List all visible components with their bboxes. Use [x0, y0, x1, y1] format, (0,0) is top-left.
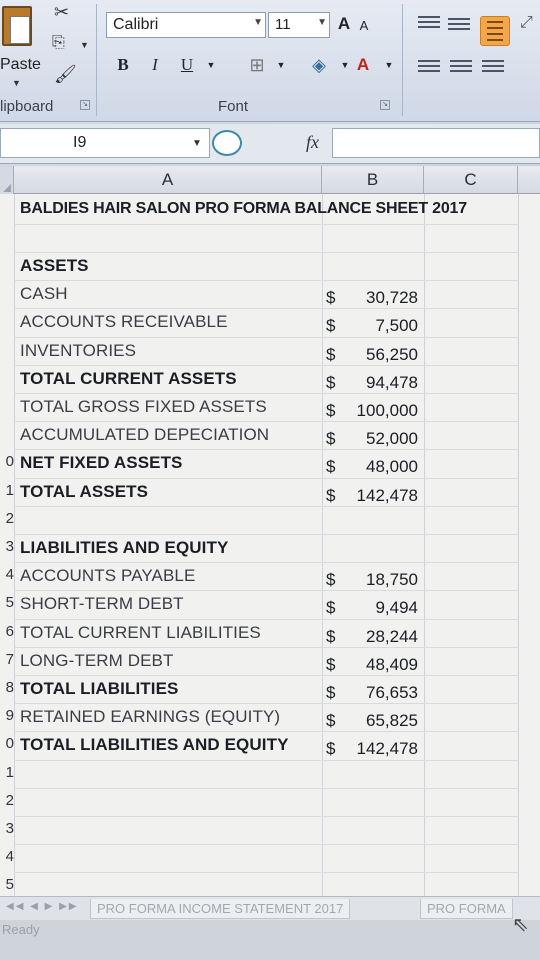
grid-line	[14, 590, 518, 591]
column-header-a[interactable]: A	[14, 166, 322, 194]
paste-button[interactable]	[0, 4, 40, 88]
grid-line	[14, 224, 518, 225]
status-text: Ready	[2, 922, 40, 937]
amount-value: 48,409	[366, 654, 418, 674]
align-middle-icon[interactable]	[448, 18, 470, 36]
grid-line	[14, 816, 518, 817]
status-bar	[0, 920, 540, 960]
cell-value[interactable]	[326, 486, 420, 506]
font-color-button[interactable]: A	[356, 55, 370, 74]
currency-symbol: $	[326, 654, 336, 674]
cell-label[interactable]: LIABILITIES AND EQUITY	[20, 538, 229, 557]
borders-dropdown-icon[interactable]: ▼	[276, 60, 286, 70]
cut-icon[interactable]: ✂	[54, 2, 70, 22]
currency-symbol: $	[326, 485, 336, 505]
cell-label[interactable]: TOTAL LIABILITIES AND EQUITY	[20, 735, 289, 755]
row-number[interactable]: 4	[5, 848, 14, 866]
amount-value: 7,500	[375, 316, 418, 336]
align-right-icon[interactable]	[482, 60, 504, 78]
cell-value[interactable]	[326, 570, 420, 590]
currency-symbol: $	[326, 372, 336, 392]
amount-value: 142,478	[356, 739, 418, 759]
grid-line	[14, 647, 518, 648]
grid-line	[14, 365, 518, 366]
cell-label[interactable]: LONG-TERM DEBT	[20, 650, 174, 670]
align-top-icon[interactable]	[418, 16, 440, 34]
grid-line	[14, 534, 518, 535]
row-number[interactable]: 8	[5, 679, 14, 696]
currency-symbol: $	[326, 457, 336, 477]
grid-line	[14, 844, 518, 845]
paste-label: Paste	[0, 56, 41, 73]
amount-value: 9,494	[375, 598, 418, 618]
row-number[interactable]: 1	[5, 481, 14, 499]
cell-value[interactable]	[326, 457, 420, 477]
row-number[interactable]: 5	[5, 876, 14, 894]
column-header-b[interactable]: B	[322, 166, 424, 194]
amount-value: 30,728	[366, 288, 418, 308]
clipboard-launcher-icon[interactable]: ↘	[80, 100, 90, 110]
currency-symbol: $	[326, 570, 336, 590]
copy-dropdown-icon[interactable]: ▼	[80, 40, 89, 50]
currency-symbol: $	[326, 344, 336, 364]
currency-symbol: $	[326, 316, 336, 336]
cell-value[interactable]	[326, 739, 420, 759]
grid-line	[14, 421, 518, 422]
row-number[interactable]: 6	[5, 622, 14, 640]
currency-symbol: $	[326, 288, 336, 308]
group-divider	[96, 4, 97, 116]
font-launcher-icon[interactable]: ↘	[380, 100, 390, 110]
formula-bar	[0, 124, 540, 164]
formula-input[interactable]	[332, 128, 540, 158]
cell-value[interactable]	[326, 401, 420, 421]
grid-line	[14, 675, 518, 676]
cell-label[interactable]: TOTAL CURRENT ASSETS	[20, 368, 237, 388]
cell-value[interactable]	[326, 316, 420, 336]
cell-label[interactable]: ACCOUNTS RECEIVABLE	[20, 312, 228, 332]
chevron-down-icon: ▼	[253, 17, 263, 28]
cell-label[interactable]: TOTAL CURRENT LIABILITIES	[20, 622, 261, 642]
cell-value[interactable]	[326, 345, 420, 365]
row-number[interactable]: 0	[5, 453, 14, 471]
row-number[interactable]: 9	[5, 707, 14, 725]
loading-circle-icon	[212, 130, 242, 156]
cell-value[interactable]	[326, 627, 420, 647]
spreadsheet-grid[interactable]	[0, 166, 540, 896]
tab-pro-forma-balance[interactable]: PRO FORMA	[420, 899, 513, 919]
grid-line	[14, 393, 518, 394]
select-all-corner[interactable]	[0, 166, 14, 194]
grid-line	[14, 449, 518, 450]
currency-symbol: $	[326, 598, 336, 618]
currency-symbol: $	[326, 401, 336, 420]
grid-line	[14, 478, 518, 479]
name-box[interactable]: I9	[0, 128, 210, 158]
font-color-dropdown-icon[interactable]: ▼	[384, 60, 394, 70]
cell-label[interactable]: TOTAL LIABILITIES	[20, 679, 179, 698]
cell-label[interactable]: NET FIXED ASSETS	[20, 453, 183, 473]
grid-line	[14, 703, 518, 704]
row-number[interactable]: 7	[5, 650, 14, 668]
grid-line	[14, 506, 518, 507]
grid-line	[14, 280, 518, 281]
cell-label[interactable]: CASH	[20, 284, 68, 304]
cell-value[interactable]	[326, 683, 420, 703]
fill-color-icon[interactable]: ◈	[312, 55, 326, 75]
orientation-icon[interactable]: ⤢	[520, 14, 533, 31]
cell-label[interactable]: SHORT-TERM DEBT	[20, 594, 184, 614]
paste-dropdown-icon[interactable]: ▼	[12, 78, 21, 88]
cell-value[interactable]	[326, 796, 420, 816]
align-center-icon[interactable]	[450, 60, 472, 78]
grid-line	[14, 337, 518, 338]
italic-button[interactable]: I	[152, 55, 158, 74]
currency-symbol: $	[326, 429, 336, 449]
font-name-select[interactable]	[106, 12, 266, 38]
grid-line	[14, 308, 518, 309]
currency-symbol: $	[326, 711, 336, 731]
currency-symbol: $	[326, 683, 336, 702]
cell-label[interactable]: TOTAL ASSETS	[20, 481, 149, 501]
clipboard-icon	[2, 6, 32, 46]
align-left-icon[interactable]	[418, 60, 440, 78]
amount-value: 18,750	[366, 570, 418, 590]
cell-value[interactable]	[326, 852, 420, 872]
row-number[interactable]: 2	[5, 791, 14, 809]
borders-icon[interactable]: ⊞	[249, 55, 265, 75]
amount-value: 142,478	[356, 485, 418, 505]
grow-font-button[interactable]: A	[337, 14, 351, 33]
grid-line	[518, 194, 519, 896]
cell-value[interactable]	[326, 768, 420, 788]
cell-value[interactable]	[326, 373, 420, 393]
font-size-value: 11	[275, 16, 291, 33]
underline-dropdown-icon[interactable]: ▼	[206, 60, 216, 70]
font-group-label: Font	[218, 98, 249, 115]
underline-button[interactable]: U	[180, 55, 194, 74]
sheet-title-cell[interactable]: BALDIES HAIR SALON PRO FORMA BALANCE SHEET 2017	[20, 200, 467, 217]
grid-line	[424, 194, 425, 896]
grid-line	[14, 760, 518, 761]
cell-label[interactable]: TOTAL GROSS FIXED ASSETS	[20, 397, 267, 416]
font-size-select[interactable]	[268, 12, 330, 38]
align-bottom-icon[interactable]	[480, 16, 510, 46]
cell-label[interactable]: RETAINED EARNINGS (EQUITY)	[20, 707, 281, 727]
cell-label[interactable]: ACCOUNTS PAYABLE	[20, 566, 196, 586]
chevron-down-icon: ▼	[317, 17, 327, 28]
tab-scroll-arrows-icon[interactable]: ◀◀ ◀ ▶ ▶▶	[6, 901, 79, 912]
amount-value: 65,825	[366, 711, 418, 731]
format-painter-icon[interactable]: 🖌	[54, 64, 77, 84]
tab-income-statement[interactable]: PRO FORMA INCOME STATEMENT 2017	[90, 899, 350, 919]
amount-value: 56,250	[366, 344, 418, 364]
row-number[interactable]: 5	[5, 594, 14, 612]
amount-value: 52,000	[366, 429, 418, 449]
cell-value[interactable]	[326, 542, 420, 562]
cell-value[interactable]	[326, 824, 420, 844]
ribbon	[0, 0, 540, 122]
chevron-down-icon[interactable]: ▼	[192, 138, 202, 149]
row-number[interactable]: 3	[5, 820, 14, 837]
cell-value[interactable]	[326, 598, 420, 618]
grid-line	[14, 788, 518, 789]
grid-line	[14, 562, 518, 563]
amount-value: 100,000	[356, 401, 418, 420]
column-header-row	[0, 166, 540, 194]
row-number[interactable]: 1	[5, 763, 14, 781]
cell-value[interactable]	[326, 655, 420, 675]
amount-value: 94,478	[366, 372, 418, 392]
column-header-c[interactable]: C	[424, 166, 518, 194]
cell-value[interactable]	[326, 288, 420, 308]
grid-line	[322, 194, 323, 896]
amount-value: 48,000	[366, 457, 418, 477]
row-number[interactable]: 3	[5, 538, 14, 555]
currency-symbol: $	[326, 739, 336, 759]
mouse-cursor-icon: ⇖	[512, 914, 529, 936]
amount-value: 76,653	[366, 683, 418, 702]
font-name-value: Calibri	[113, 16, 159, 33]
cell-label[interactable]: ASSETS	[20, 256, 89, 275]
row-number[interactable]: 4	[5, 566, 14, 584]
row-number[interactable]: 0	[5, 735, 14, 753]
group-divider	[402, 4, 403, 116]
copy-icon[interactable]: ⎘	[52, 34, 65, 51]
fill-dropdown-icon[interactable]: ▼	[340, 60, 350, 70]
cell-label[interactable]: INVENTORIES	[20, 340, 137, 360]
cell-value[interactable]	[326, 514, 420, 534]
cell-value[interactable]	[326, 711, 420, 731]
cell-value[interactable]	[326, 260, 420, 280]
shrink-font-button[interactable]: A	[359, 18, 369, 33]
grid-line	[14, 872, 518, 873]
grid-line	[14, 194, 15, 896]
cell-value[interactable]	[326, 429, 420, 449]
clipboard-group-label: lipboard	[0, 98, 54, 115]
grid-line	[14, 731, 518, 732]
amount-value: 28,244	[366, 626, 418, 646]
grid-line	[14, 252, 518, 253]
cell-label[interactable]: ACCUMULATED DEPECIATION	[20, 425, 270, 445]
row-number[interactable]: 2	[5, 509, 14, 527]
currency-symbol: $	[326, 626, 336, 646]
bold-button[interactable]: B	[117, 55, 129, 74]
insert-function-button[interactable]: fx	[306, 132, 319, 152]
grid-line	[14, 619, 518, 620]
sheet-tabs-bar	[0, 896, 540, 920]
